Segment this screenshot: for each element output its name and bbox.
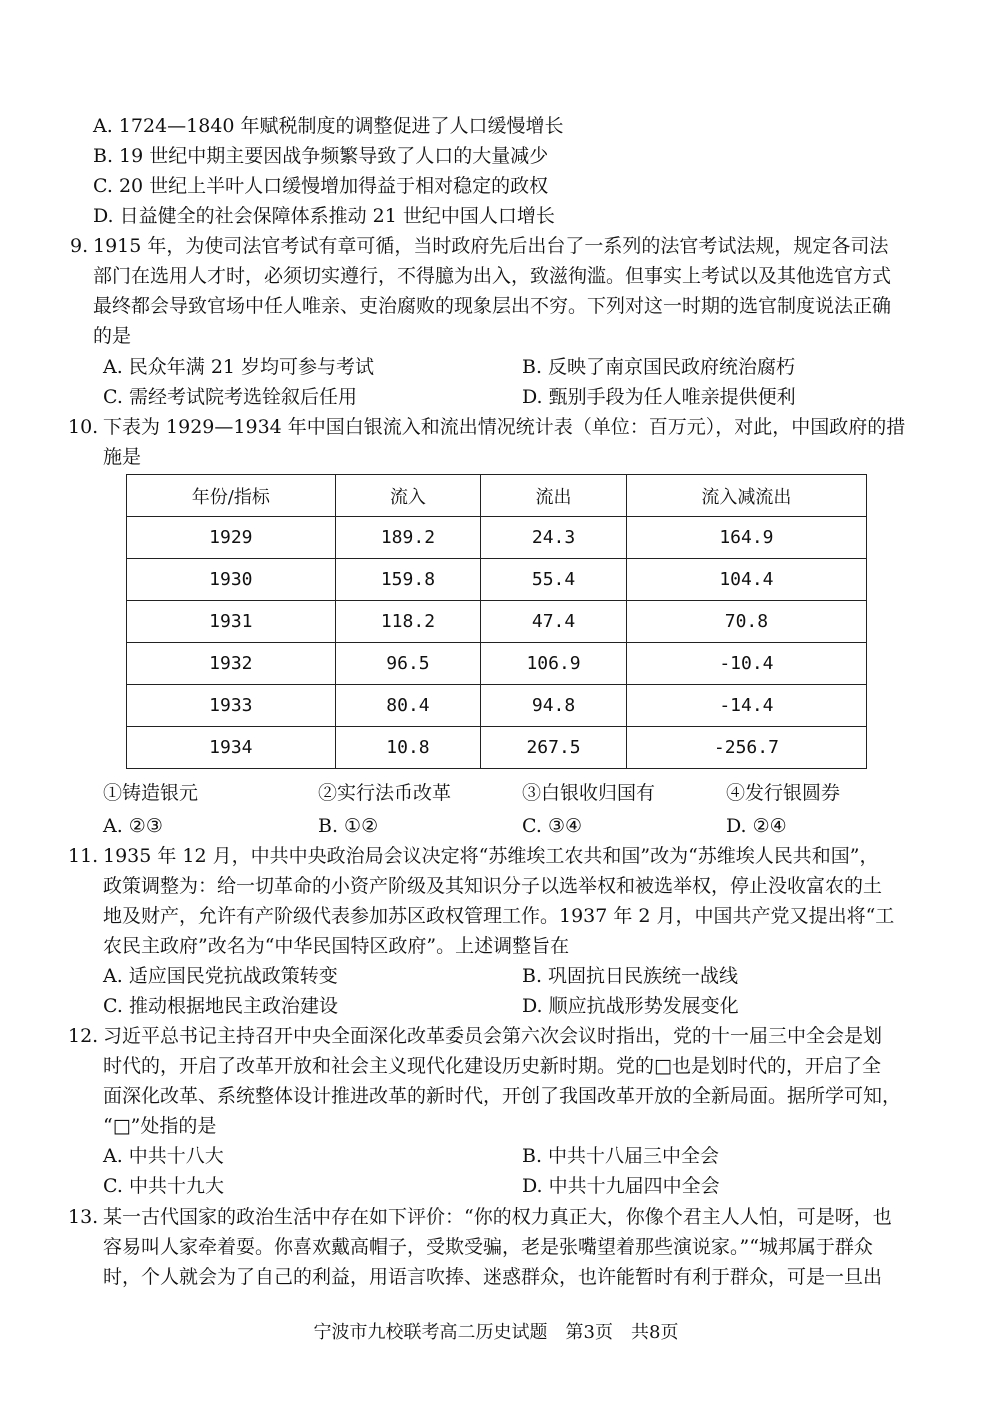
q10-item-1: ①铸造银元 (103, 782, 199, 804)
q9-option-a: A. 民众年满 21 岁均可参与考试 (103, 356, 375, 378)
table-cell: 70.8 (626, 601, 866, 643)
table-cell: 47.4 (481, 601, 627, 643)
q10-item-4: ④发行银圆券 (726, 782, 841, 804)
table-cell: 94.8 (481, 685, 627, 727)
table-cell: -14.4 (626, 685, 866, 727)
table-header-cell: 流入 (335, 475, 481, 517)
q9-number: 9. (70, 235, 89, 257)
q11-stem-line: 农民主政府”改名为“中华民国特区政府”。上述调整旨在 (103, 935, 570, 957)
page-footer: 宁波市九校联考高二历史试题 第3页 共8页 (313, 1322, 679, 1343)
table-cell: 24.3 (481, 517, 627, 559)
q8-option-b: B. 19 世纪中期主要因战争频繁导致了人口的大量减少 (93, 145, 549, 167)
table-cell: 106.9 (481, 643, 627, 685)
q8-option-c: C. 20 世纪上半叶人口缓慢增加得益于相对稳定的政权 (93, 175, 549, 197)
q8-option-d: D. 日益健全的社会保障体系推动 21 世纪中国人口增长 (93, 205, 555, 227)
q9-stem-line: 1915 年，为使司法官考试有章可循，当时政府先后出台了一系列的法官考试法规，规定各司法 (93, 235, 889, 257)
table-cell: 118.2 (335, 601, 481, 643)
q9-stem-line: 最终都会导致官场中任人唯亲、吏治腐败的现象层出不穷。下列对这一时期的选官制度说法正确 (93, 295, 892, 317)
q12-option-d: D. 中共十九届四中全会 (522, 1175, 720, 1197)
q12-stem-line: 面深化改革、系统整体设计推进改革的新时代，开创了我国改革开放的全新局面。据所学可知， (103, 1085, 902, 1107)
table-cell: 10.8 (335, 727, 481, 769)
table-row (127, 601, 867, 643)
q10-item-2: ②实行法币改革 (318, 782, 452, 804)
q11-stem-line: 1935 年 12 月，中共中央政治局会议决定将“苏维埃工农共和国”改为“苏维埃人民共和国”， (103, 845, 879, 867)
q13-stem-line: 时，个人就会为了自己的利益，用语言吹捧、迷惑群众，也许能暂时有利于群众，可是一旦出 (103, 1266, 883, 1288)
table-cell: 164.9 (626, 517, 866, 559)
table-header-row (127, 475, 867, 517)
q12-stem-line: 时代的，开启了改革开放和社会主义现代化建设历史新时期。党的□也是划时代的，开启了全 (103, 1055, 881, 1077)
table-row (127, 643, 867, 685)
q11-stem-line: 政策调整为：给一切革命的小资产阶级及其知识分子以选举权和被选举权，停止没收富农的土 (103, 875, 883, 897)
q12-option-b: B. 中共十八届三中全会 (522, 1145, 720, 1167)
q12-option-c: C. 中共十九大 (103, 1175, 224, 1197)
q12-stem-line: 习近平总书记主持召开中央全面深化改革委员会第六次会议时指出，党的十一届三中全会是划 (103, 1025, 883, 1047)
table-cell: 1934 (127, 727, 336, 769)
q10-stem-line: 下表为 1929—1934 年中国白银流入和流出情况统计表（单位：百万元），对此，中国政府的措 (103, 416, 906, 438)
q10-stem-line: 施是 (103, 446, 142, 468)
q10-item-3: ③白银收归国有 (522, 782, 656, 804)
q11-stem-line: 地及财产，允许有产阶级代表参加苏区政权管理工作。1937 年 2 月，中国共产党又提出将“工 (103, 905, 895, 927)
q11-option-c: C. 推动根据地民主政治建设 (103, 995, 338, 1017)
q11-option-a: A. 适应国民党抗战政策转变 (103, 965, 338, 987)
table-header-cell: 年份/指标 (127, 475, 336, 517)
q13-number: 13. (68, 1206, 99, 1228)
q9-option-c: C. 需经考试院考选铨叙后任用 (103, 386, 357, 408)
table-cell: 189.2 (335, 517, 481, 559)
q13-stem-line: 某一古代国家的政治生活中存在如下评价：“你的权力真正大，你像个君主人人怕，可是呀，也 (103, 1206, 892, 1228)
q11-option-d: D. 顺应抗战形势发展变化 (522, 995, 739, 1017)
table-cell: 1933 (127, 685, 336, 727)
table-cell: 1930 (127, 559, 336, 601)
table-row (127, 727, 867, 769)
q12-option-a: A. 中共十八大 (103, 1145, 224, 1167)
table-cell: -10.4 (626, 643, 866, 685)
table-cell: -256.7 (626, 727, 866, 769)
table-cell: 267.5 (481, 727, 627, 769)
q10-option-c: C. ③④ (522, 815, 583, 837)
table-cell: 1932 (127, 643, 336, 685)
q12-number: 12. (68, 1025, 99, 1047)
q10-option-b: B. ①② (318, 815, 379, 837)
table-cell: 1931 (127, 601, 336, 643)
table-cell: 96.5 (335, 643, 481, 685)
silver-flow-table (126, 474, 867, 769)
q9-stem-line: 部门在选用人才时，必须切实遵行，不得臆为出入，致滋徇滥。但事实上考试以及其他选官方式 (93, 265, 892, 287)
q13-stem-line: 容易叫人家牵着耍。你喜欢戴高帽子，受欺受骗，老是张嘴望着那些演说家。”“城邦属于群众 (103, 1236, 873, 1258)
q12-stem-line: “□”处指的是 (103, 1115, 217, 1137)
q9-stem-line: 的是 (93, 325, 132, 347)
q10-option-d: D. ②④ (726, 815, 787, 837)
q9-option-b: B. 反映了南京国民政府统治腐朽 (522, 356, 796, 378)
table-row (127, 685, 867, 727)
table-cell: 55.4 (481, 559, 627, 601)
table-header-cell: 流入减流出 (626, 475, 866, 517)
q9-option-d: D. 甄别手段为任人唯亲提供便利 (522, 386, 796, 408)
table-row (127, 559, 867, 601)
table-header-cell: 流出 (481, 475, 627, 517)
table-cell: 104.4 (626, 559, 866, 601)
table-cell: 80.4 (335, 685, 481, 727)
q11-option-b: B. 巩固抗日民族统一战线 (522, 965, 739, 987)
table-cell: 159.8 (335, 559, 481, 601)
q11-number: 11. (68, 845, 99, 867)
q8-option-a: A. 1724—1840 年赋税制度的调整促进了人口缓慢增长 (93, 115, 564, 137)
q10-option-a: A. ②③ (103, 815, 163, 837)
table-cell: 1929 (127, 517, 336, 559)
table-row (127, 517, 867, 559)
q10-number: 10. (68, 416, 99, 438)
